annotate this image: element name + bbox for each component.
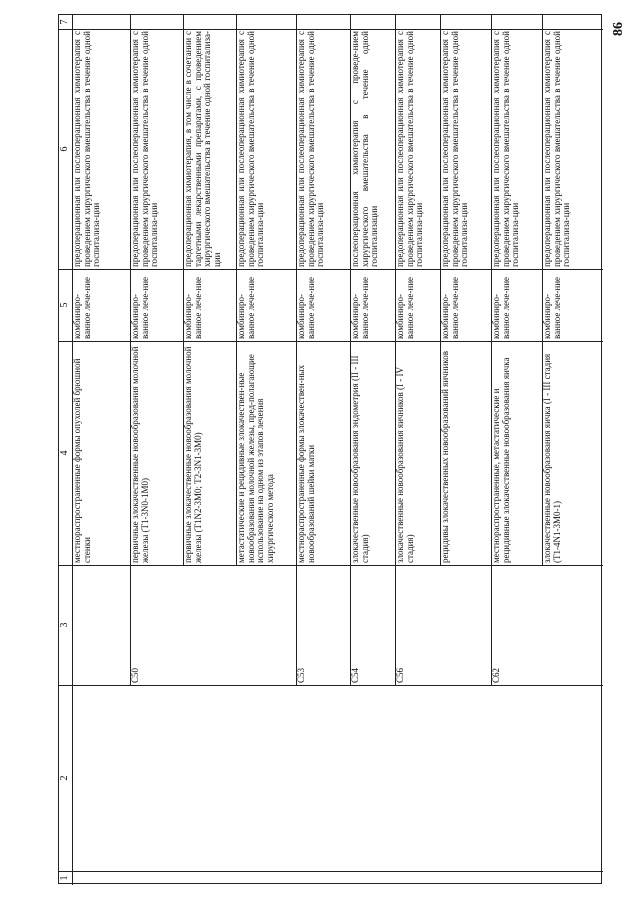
treatment-table: [58, 14, 602, 884]
diagnosis-code: C54: [350, 667, 360, 683]
diagnosis-code-cell: [395, 565, 491, 685]
method-text: предоперационная химиотерапия, в том числе в сочетании с таргетными лекарственными препаратами, с проведением хирургического вмешательства в течение одной госпитализа-ции: [183, 31, 223, 267]
treatment-type-text-cell: [296, 269, 350, 341]
method-text-cell: [183, 29, 236, 269]
treatment-type-text: комбиниро-ванное лече-ние: [236, 276, 256, 339]
method-text-cell: [296, 29, 350, 269]
diagnosis-code-cell: [350, 565, 395, 685]
column-number-1: 1: [59, 875, 70, 881]
diagnosis-text-cell: [491, 341, 542, 565]
diagnosis-code: C53: [296, 667, 306, 683]
diagnosis-text: рецидивы злокачественных новообразований яичников: [440, 351, 450, 563]
column-number-1-cell: [59, 871, 72, 885]
diagnosis-code-cell: [72, 565, 130, 685]
method-text-cell: [130, 29, 183, 269]
treatment-type-text-cell: [350, 269, 395, 341]
method-text-cell: [72, 29, 130, 269]
diagnosis-code-cell: [296, 565, 350, 685]
diagnosis-text: местнораспространенные, метастатические и рецидивные злокачественные новообразования яичка: [491, 357, 511, 563]
column-number-4: 4: [59, 450, 70, 456]
treatment-type-text-cell: [440, 269, 491, 341]
column-number-5-cell: [59, 269, 72, 341]
method-text: предоперационная или послеоперационная химиотерапия с проведением хирургического вмешательства в течение одной госпитализа-ции: [236, 31, 266, 267]
column-number-3: 3: [59, 622, 70, 628]
method-text: предоперационная или послеоперационная химиотерапия с проведением хирургического вмешательства в течение одной госпитализа-ции: [440, 31, 470, 267]
column-number-3-cell: [59, 565, 72, 685]
column-number-7: 7: [59, 19, 70, 25]
method-text-cell: [542, 29, 603, 269]
method-text: предоперационная или послеоперационная химиотерапия с проведением хирургического вмешательства в течение одной госпитализа-ции: [491, 31, 521, 267]
method-text: послеоперационная химиотерапия с проведе-нием хирургического вмешательства в течение одной госпитализации: [350, 31, 380, 267]
diagnosis-text-cell: [542, 341, 603, 565]
diagnosis-text: злокачественные новообразования яичников (I - IV стадия): [395, 367, 415, 563]
diagnosis-text-cell: [130, 341, 183, 565]
treatment-type-text: комбиниро-ванное лече-ние: [395, 276, 415, 339]
column-number-7-cell: [59, 15, 72, 29]
treatment-type-text-cell: [72, 269, 130, 341]
diagnosis-text: первичные злокачественные новообразования молочной железы (T1N2-3M0; T2-3N1-3M0): [183, 346, 203, 563]
diagnosis-text-cell: [350, 341, 395, 565]
treatment-type-text: комбиниро-ванное лече-ние: [130, 276, 150, 339]
diagnosis-code: C62: [491, 667, 501, 683]
treatment-type-text-cell: [542, 269, 603, 341]
method-text-cell: [491, 29, 542, 269]
column-number-2-cell: [59, 685, 72, 871]
diagnosis-text-cell: [440, 341, 491, 565]
treatment-type-text: комбиниро-ванное лече-ние: [183, 276, 203, 339]
diagnosis-code: C50: [130, 667, 140, 683]
diagnosis-text-cell: [296, 341, 350, 565]
diagnosis-text: злокачественные новообразования эндометрия (II - III стадия): [350, 355, 370, 563]
method-text: предоперационная или послеоперационная химиотерапия с проведением хирургического вмешательства в течение одной госпитализа-ции: [395, 31, 425, 267]
diagnosis-code-cell: [130, 565, 296, 685]
treatment-type-text: комбиниро-ванное лече-ние: [542, 276, 562, 339]
method-text-cell: [236, 29, 296, 269]
diagnosis-text: первичные злокачественные новообразования молочной железы (T1-3N0-1M0): [130, 346, 150, 563]
method-text: предоперационная или послеоперационная химиотерапия с проведением хирургического вмешательства в течение одной госпитализа-ции: [542, 31, 572, 267]
diagnosis-text-cell: [183, 341, 236, 565]
method-text-cell: [350, 29, 395, 269]
column-number-6-cell: [59, 29, 72, 269]
treatment-type-text: комбиниро-ванное лече-ние: [491, 276, 511, 339]
diagnosis-code: [72, 565, 130, 685]
diagnosis-text-cell: [236, 341, 296, 565]
column-number-4-cell: [59, 341, 72, 565]
treatment-type-text-cell: [395, 269, 440, 341]
diagnosis-text: метастатические и рецидивные злокачествен-ные новообразования молочной железы, пред-полагающие использование на одном из этапов лечения хирургического метода: [236, 354, 276, 563]
diagnosis-text-cell: [72, 341, 130, 565]
treatment-type-text: комбиниро-ванное лече-ние: [350, 276, 370, 339]
method-text-cell: [395, 29, 440, 269]
column-number-2: 2: [59, 775, 70, 781]
diagnosis-code-cell: [491, 565, 603, 685]
treatment-type-text: комбиниро-ванное лече-ние: [72, 276, 92, 339]
method-text: предоперационная или послеоперационная химиотерапия с проведением хирургического вмешательства в течение одной госпитализа-ции: [296, 31, 326, 267]
treatment-type-text-cell: [491, 269, 542, 341]
diagnosis-code: C56: [395, 667, 405, 683]
diagnosis-text: местнораспространенные формы злокачествен-ных новообразований шейки матки: [296, 364, 316, 563]
treatment-type-text: комбиниро-ванное лече-ние: [296, 276, 316, 339]
treatment-type-text: комбиниро-ванное лече-ние: [440, 276, 460, 339]
diagnosis-text: злокачественные новообразования яичка (I - III стадия (T1-4N1-3M0-1): [542, 353, 562, 563]
treatment-type-text-cell: [236, 269, 296, 341]
method-text-cell: [440, 29, 491, 269]
method-text: предоперационная или послеоперационная химиотерапия с проведением хирургического вмешательства в течение одной госпитализа-ции: [130, 31, 160, 267]
treatment-type-text-cell: [130, 269, 183, 341]
page-number: 86: [611, 22, 626, 36]
diagnosis-text: местнораспространенные формы опухолей брюшной стенки: [72, 358, 92, 563]
column-number-5: 5: [59, 302, 70, 308]
treatment-type-text-cell: [183, 269, 236, 341]
diagnosis-text-cell: [395, 341, 440, 565]
method-text: предоперационная или послеоперационная химиотерапия с проведением хирургического вмешательства в течение одной госпитализа-ции: [72, 31, 102, 267]
column-number-6: 6: [59, 146, 70, 152]
